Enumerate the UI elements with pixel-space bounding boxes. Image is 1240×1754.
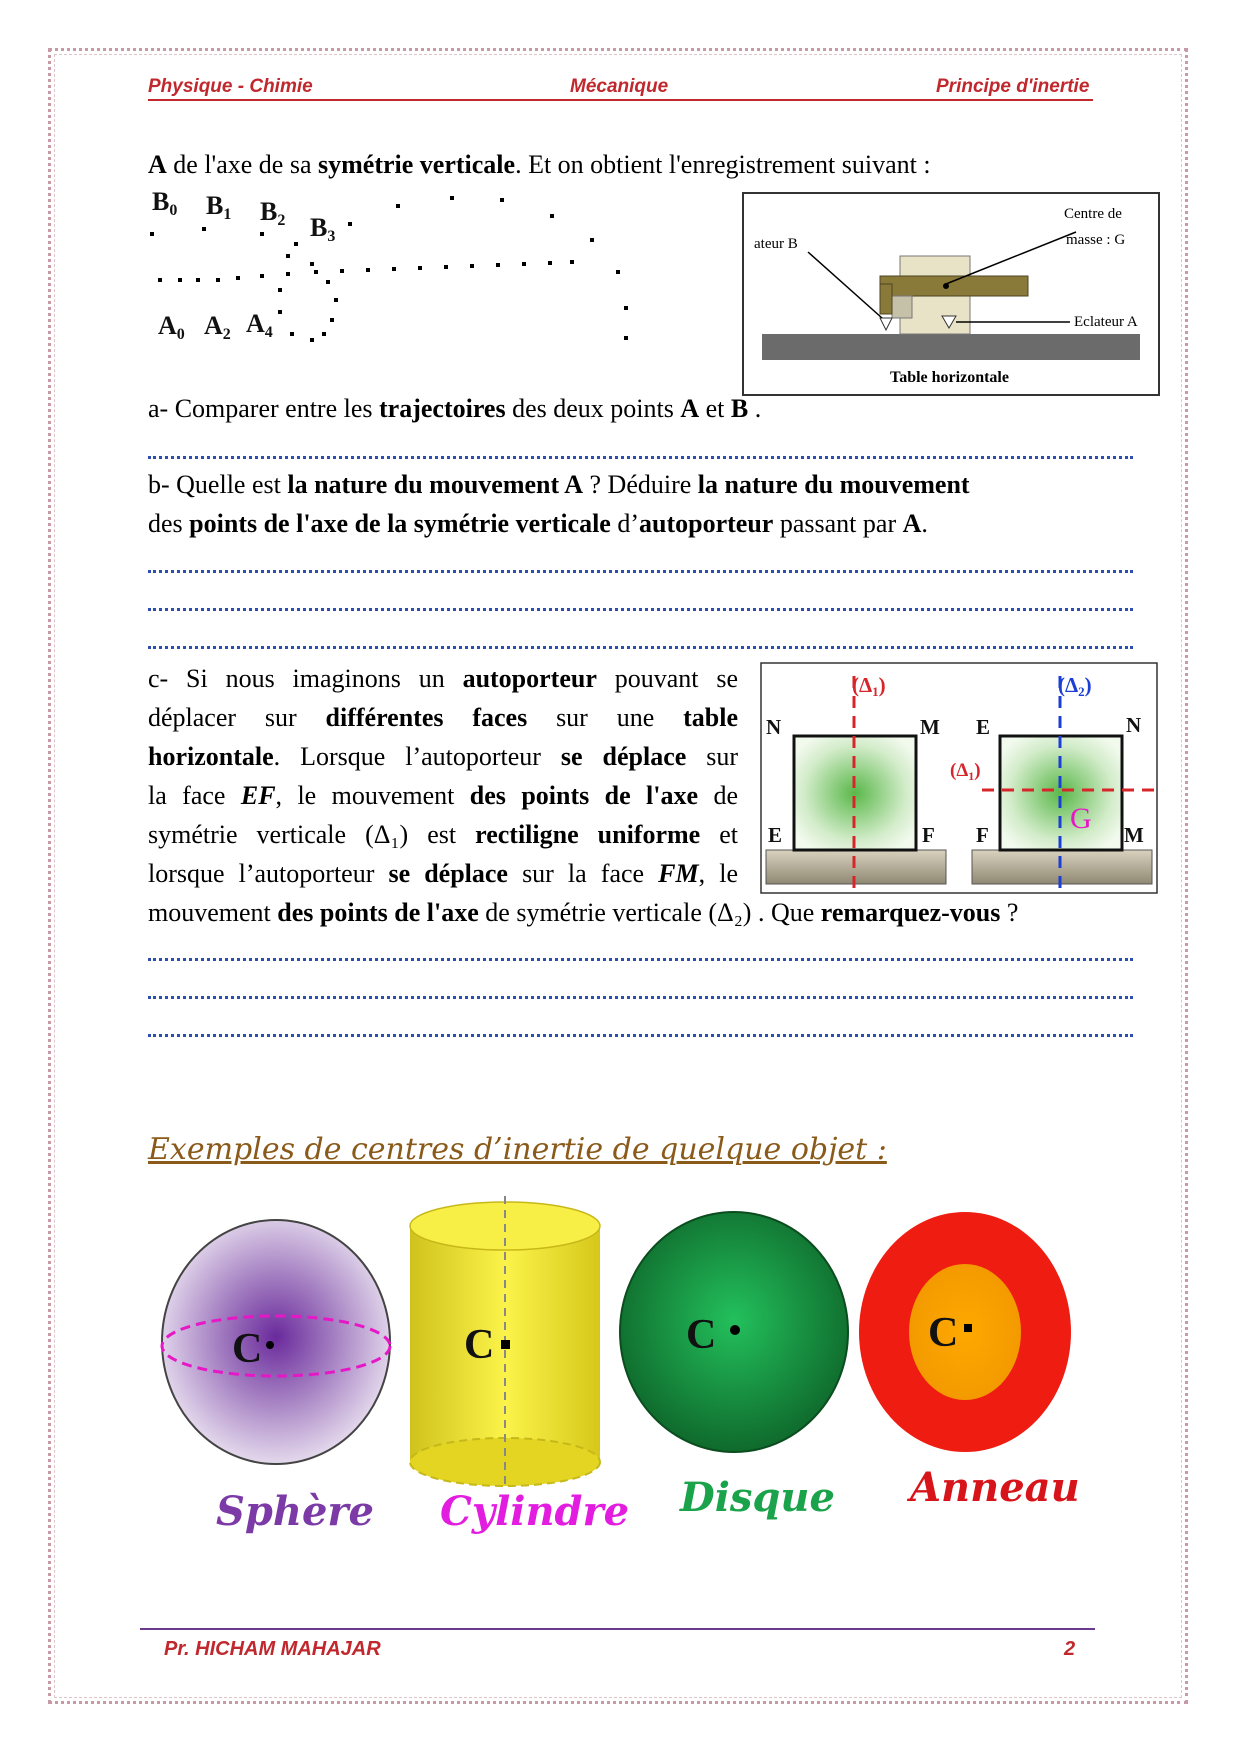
corner-e-right: E (976, 715, 991, 739)
delta1-label-right: $(\Delta_1)$ (950, 760, 981, 783)
block-left (794, 736, 916, 850)
recording-dot (334, 298, 338, 302)
question-c-line3: horizontale. Lorsque l’autoporteur se déplace sur (148, 742, 738, 771)
recording-dot (500, 198, 504, 202)
question-a: a- Comparer entre les trajectoires des deux points A et B . (148, 394, 762, 423)
faces-figure (760, 662, 1158, 894)
g-label: G (1070, 802, 1092, 835)
question-c-line5: symétrie verticale (Δ₁) est rectiligne uniforme et (148, 820, 738, 849)
recording-dot (314, 270, 318, 274)
delta2-label: (Δ2) (1058, 673, 1092, 699)
recording-dot (290, 332, 294, 336)
recording-dot (286, 254, 290, 258)
question-c-line7: mouvement des points de l'axe de symétrie verticale (Δ₂) . Que remarquez-vous ? (148, 898, 1019, 927)
answer-line-a[interactable] (148, 446, 1133, 459)
question-b-line2: des points de l'axe de la symétrie verticale d’autoporteur passant par A. (148, 509, 928, 538)
recording-dot (294, 242, 298, 246)
header-subject: Physique - Chimie (148, 76, 313, 97)
recording-dot (322, 332, 326, 336)
header-topic: Principe d'inertie (936, 76, 1090, 97)
recording-dot (202, 227, 206, 231)
cylinder (410, 1190, 600, 1490)
question-c-line1: c- Si nous imaginons un autoporteur pouvant se (148, 664, 738, 693)
recording-dot (330, 318, 334, 322)
label-b0: B0 (152, 187, 178, 219)
answer-line-b3[interactable] (148, 636, 1133, 649)
answer-line-c2[interactable] (148, 986, 1133, 999)
recording-dot (418, 266, 422, 270)
device-figure (742, 192, 1160, 396)
label-eclateur-a: Eclateur A (1074, 314, 1138, 330)
recording-dot (590, 238, 594, 242)
recording-dot (550, 214, 554, 218)
answer-line-c1[interactable] (148, 948, 1133, 961)
header-chapter: Mécanique (570, 76, 669, 97)
label-eclateur-b: ateur B (754, 236, 798, 252)
recording-dot (548, 261, 552, 265)
question-b-line1: b- Quelle est la nature du mouvement A ? Déduire la nature du mouvement (148, 470, 970, 499)
recording-dot (444, 265, 448, 269)
recording-dot (260, 232, 264, 236)
disk (620, 1212, 848, 1452)
recording-dot (496, 263, 500, 267)
footer-rule (140, 1628, 1095, 1630)
recording-dot (366, 268, 370, 272)
objects-figure (150, 1190, 1090, 1490)
label-b3: B3 (310, 213, 336, 245)
ring-center-label: C (928, 1310, 959, 1356)
label-table: Table horizontale (890, 369, 1009, 386)
page-number: 2 (1064, 1638, 1076, 1660)
label-ring: Anneau (910, 1464, 1080, 1511)
recording-dot (326, 280, 330, 284)
cylinder-center-label: C (464, 1322, 495, 1368)
recording-dot (348, 222, 352, 226)
recording-dot (150, 232, 154, 236)
label-masse: masse : G (1066, 232, 1126, 248)
delta1-label-left: (Δ1) (852, 673, 886, 699)
recording-dot (340, 269, 344, 273)
recording-dot (570, 260, 574, 264)
intro-line: A de l'axe de sa symétrie verticale. Et on obtient l'enregistrement suivant : (148, 150, 931, 179)
sphere (162, 1220, 390, 1464)
question-c-line2: déplacer sur différentes faces sur une table (148, 703, 738, 732)
recording-dot (278, 310, 282, 314)
label-cylinder: Cylindre (440, 1488, 630, 1535)
section-title: Exemples de centres d’inertie de quelque objet : (148, 1132, 887, 1167)
corner-e-left: E (768, 823, 783, 847)
disk-center-label: C (686, 1312, 717, 1358)
recording-dot (286, 272, 290, 276)
recording-dot (396, 204, 400, 208)
recording-dot (278, 288, 282, 292)
recording-dot (260, 274, 264, 278)
corner-f-right: F (976, 823, 989, 847)
corner-m-right: M (1124, 823, 1144, 847)
label-b2: B2 (260, 197, 286, 229)
corner-n-right: N (1126, 713, 1142, 737)
block-right (1000, 736, 1122, 850)
label-b1: B1 (206, 191, 232, 223)
recording-dot (624, 336, 628, 340)
recording-dot (522, 262, 526, 266)
sphere-center-label: C (232, 1326, 263, 1372)
answer-line-c3[interactable] (148, 1024, 1133, 1037)
recording-dot (158, 278, 162, 282)
answer-line-b1[interactable] (148, 560, 1133, 573)
recording-dot (310, 338, 314, 342)
label-disk: Disque (680, 1474, 835, 1521)
recording-dot (196, 278, 200, 282)
recording-dot (392, 267, 396, 271)
question-c-line6: lorsque l’autoporteur se déplace sur la face FM, le (148, 859, 738, 888)
recording-dot (178, 278, 182, 282)
label-a2: A2 (204, 311, 231, 343)
answer-line-b2[interactable] (148, 598, 1133, 611)
label-a0: A0 (158, 311, 185, 343)
label-sphere: Sphère (216, 1488, 374, 1535)
header-rule (148, 99, 1093, 101)
recording-dot (616, 270, 620, 274)
recording-dot (450, 196, 454, 200)
recording-figure (150, 186, 710, 386)
recording-dot (470, 264, 474, 268)
question-c-line4: la face EF, le mouvement des points de l'axe de (148, 781, 738, 810)
label-centre: Centre de (1064, 206, 1122, 222)
recording-dot (216, 278, 220, 282)
footer-author: Pr. HICHAM MAHAJAR (164, 1638, 381, 1660)
corner-n-left: N (766, 715, 782, 739)
recording-dot (310, 262, 314, 266)
recording-dot (236, 276, 240, 280)
recording-dot (624, 306, 628, 310)
corner-m-left: M (920, 715, 940, 739)
ring (859, 1212, 1071, 1452)
label-a4: A4 (246, 309, 273, 341)
corner-f-left: F (922, 823, 935, 847)
